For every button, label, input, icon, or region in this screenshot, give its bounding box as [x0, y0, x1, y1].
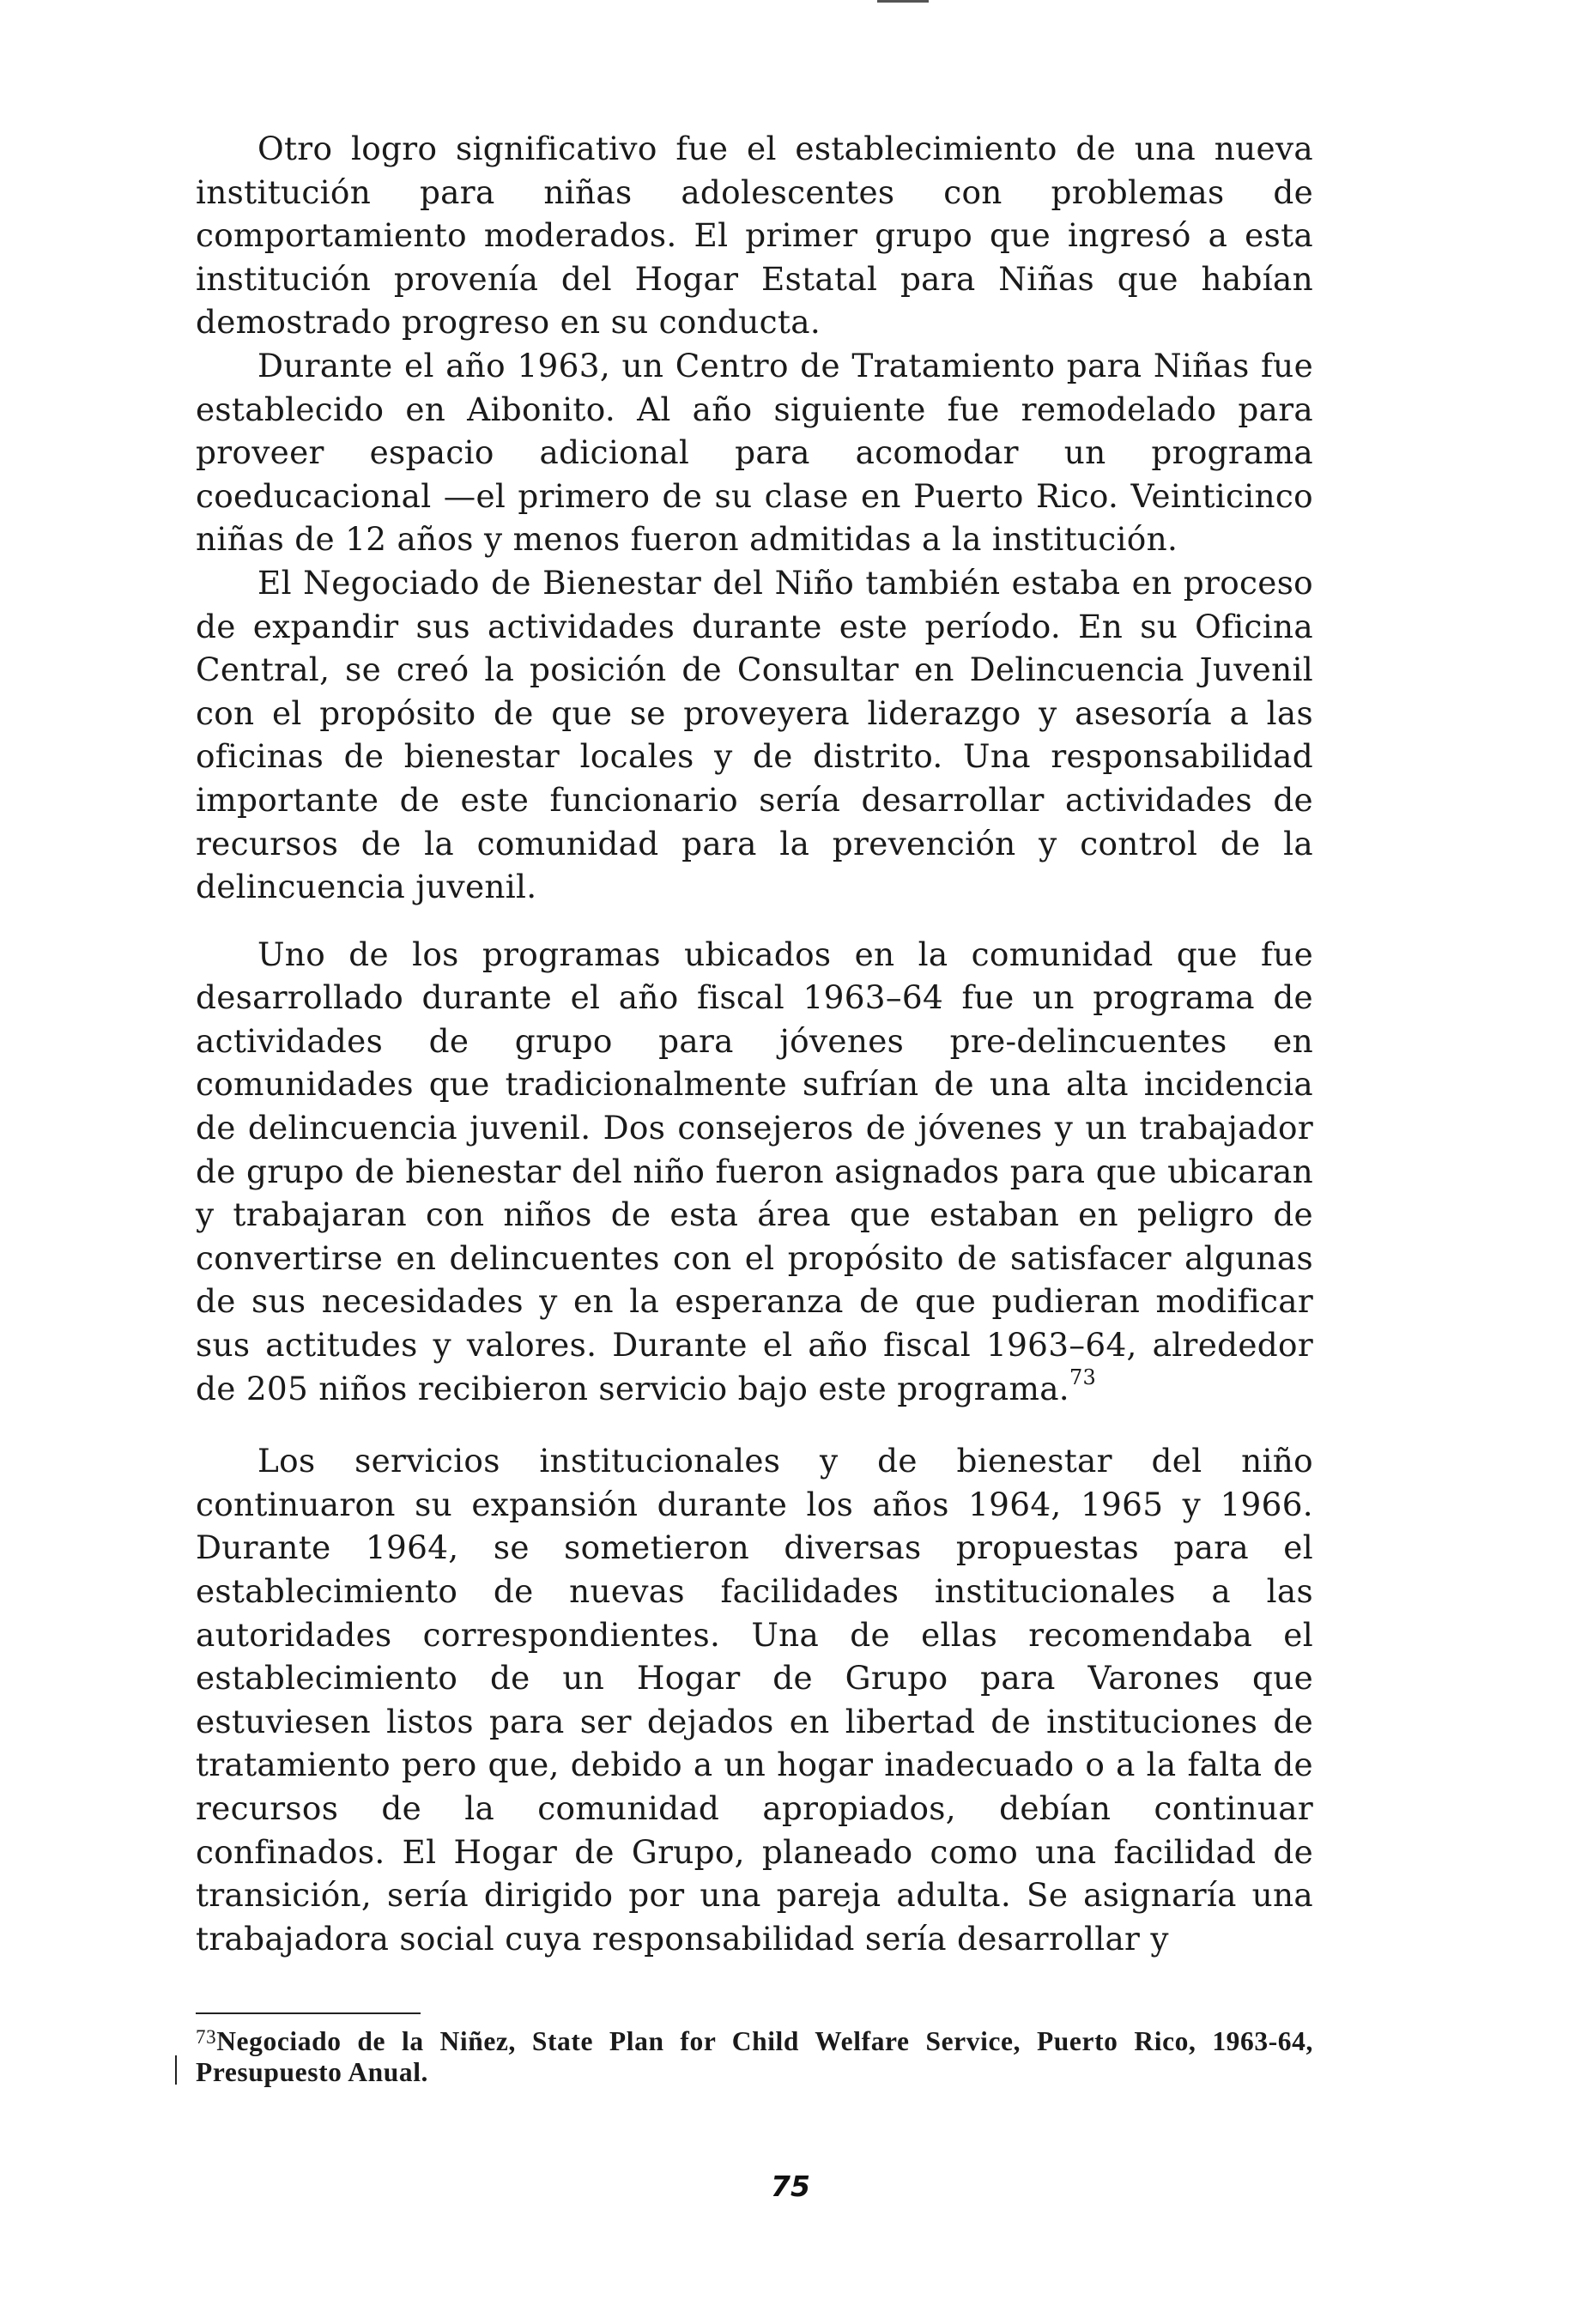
footnote-reference: 73 [1069, 1365, 1097, 1389]
margin-mark [175, 2055, 177, 2085]
paragraph-4 [196, 933, 1313, 1411]
footnote [196, 2022, 1313, 2088]
footnote-text: Negociado de la Niñez, State Plan for Child Welfare Service, Puerto Rico, 1963-64, Presupuesto Anual. [196, 2026, 1313, 2087]
paragraph-3: El Negociado de Bienestar del Niño también estaba en proceso de expandir sus actividades durante este período. En su Oficina Central, se creó la posición de Consultar en Delincuencia Juvenil con el propósito de que se proveyera liderazgo y asesoría a las oficinas de bienestar locales y de distrito. Una responsabilidad importante de este funcionario sería desarrollar actividades de recursos de la comunidad para la prevención y control de la delincuencia juvenil. [196, 563, 1313, 906]
paragraph-5: Los servicios institucionales y de bienestar del niño continuaron su expansión durante los años 1964, 1965 y 1966. Durante 1964, se sometieron diversas propuestas para el establecimiento de nuevas facilidades institucionales a las autoridades correspondientes. Una de ellas recomendaba el establecimiento de un Hogar de Grupo para Varones que estuviesen listos para ser dejados en libertad de instituciones de tratamiento pero que, debido a un hogar inadecuado o a la falta de recursos de la comunidad apropiados, debían continuar confinados. El Hogar de Grupo, planeado como una facilidad de transición, sería dirigido por una pareja adulta. Se asignaría una trabajadora social cuya responsabilidad sería desarrollar y [196, 1442, 1313, 1958]
footnote-rule [196, 2012, 421, 2014]
page-number: 75 [771, 2170, 810, 2203]
paragraph-4-text: Uno de los programas ubicados en la comunidad que fue desarrollado durante el año fiscal 1963–64 fue un programa de actividades de grupo para jóvenes pre-delincuentes en comunidades que tradicionalmente sufrían de una alta incidencia de delincuencia juvenil. Dos consejeros de jóvenes y un trabajador de grupo de bienestar del niño fueron asignados para que ubicaran y trabajaran con niños de esta área que estaban en peligro de convertirse en delincuentes con el propósito de satisfacer algunas de sus necesidades y en la esperanza de que pudieran modificar sus actitudes y valores. Durante el año fiscal 1963–64, alrededor de 205 niños recibieron servicio bajo este programa. [196, 935, 1313, 1407]
paragraph-2: Durante el año 1963, un Centro de Tratamiento para Niñas fue establecido en Aibonito. Al año siguiente fue remodelado para proveer espacio adicional para acomodar un programa coeducacional —el primero de su clase en Puerto Rico. Veinticinco niñas de 12 años y menos fueron admitidas a la institución. [196, 346, 1313, 559]
footnote-number: 73 [196, 2026, 217, 2048]
body-text [196, 127, 1313, 1960]
scan-top-mark [877, 0, 929, 3]
paragraph-1: Otro logro significativo fue el establecimiento de una nueva institución para niñas adolescentes con problemas de comportamiento moderados. El primer grupo que ingresó a esta institución provenía del Hogar Estatal para Niñas que habían demostrado progreso en su conducta. [196, 130, 1313, 342]
